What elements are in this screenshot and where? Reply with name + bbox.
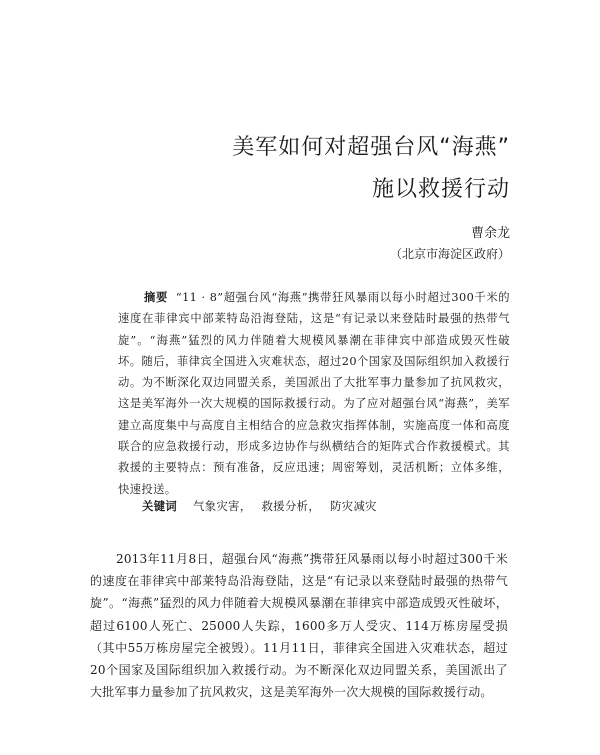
body-paragraph: 2013年11月8日，超强台风“海燕”携带狂风暴雨以每小时超过300千米的速度在菲律宾中部莱特岛沿海登陆，这是“有记录以来登陆时最强的热带气旋”。“海燕”猛烈的风力伴随着大规模风暴潮在菲律宾中部造成毁灭性破坏，超过6100人死亡、25000人失踪，1600多万人受灾、114万栋房屋受损（其中55万栋房屋完全被毁）。11月11日，菲律宾全国进入灾难状态，超过20个国家及国际组织加入救援行动。为不断深化双边同盟关系，美国派出了大批军事力量参加了抗风救灾，这是美军海外一次大规模的国际救援行动。 — [90, 552, 508, 700]
author-name: 曹余龙 — [470, 226, 510, 241]
keyword-item: 气象灾害， — [193, 500, 252, 513]
keywords-label: 关键词 — [142, 500, 178, 513]
author-affiliation: （北京市海淀区政府） — [389, 247, 510, 261]
article-title-line2: 施以救援行动 — [371, 177, 510, 202]
abstract-label: 摘要 — [144, 291, 168, 304]
article-title-line1: 美军如何对超强台风“海燕” — [232, 135, 510, 160]
keyword-item: 防灾减灾 — [330, 500, 377, 513]
keywords-block — [142, 498, 512, 514]
abstract-text: “11 · 8”超强台风“海燕”携带狂风暴雨以每小时超过300千米的速度在菲律宾中部莱特岛沿海登陆，这是“有记录以来登陆时最强的热带气旋”。“海燕”猛烈的风力伴随着大规模风暴潮在菲律宾中部造成毁灭性破坏。随后，菲律宾全国进入灾难状态，超过20个国家及国际组织加入救援行动。为不断深化双边同盟关系，美国派出了大批军事力量参加了抗风救灾，这是美军海外一次大规模的国际救援行动。为了应对超强台风“海燕”，美军建立高度集中与高度自主相结合的应急救灾指挥体制，实施高度一体和高度联合的应急救援行动，形成多边协作与纵横结合的矩阵式合作救援模式。其救援的主要特点：预有准备，反应迅速；周密筹划，灵活机断；立体多维，快速投送。 — [118, 291, 510, 496]
abstract-block — [118, 287, 510, 500]
keyword-item: 救援分析， — [261, 500, 321, 513]
body-text — [90, 548, 508, 703]
